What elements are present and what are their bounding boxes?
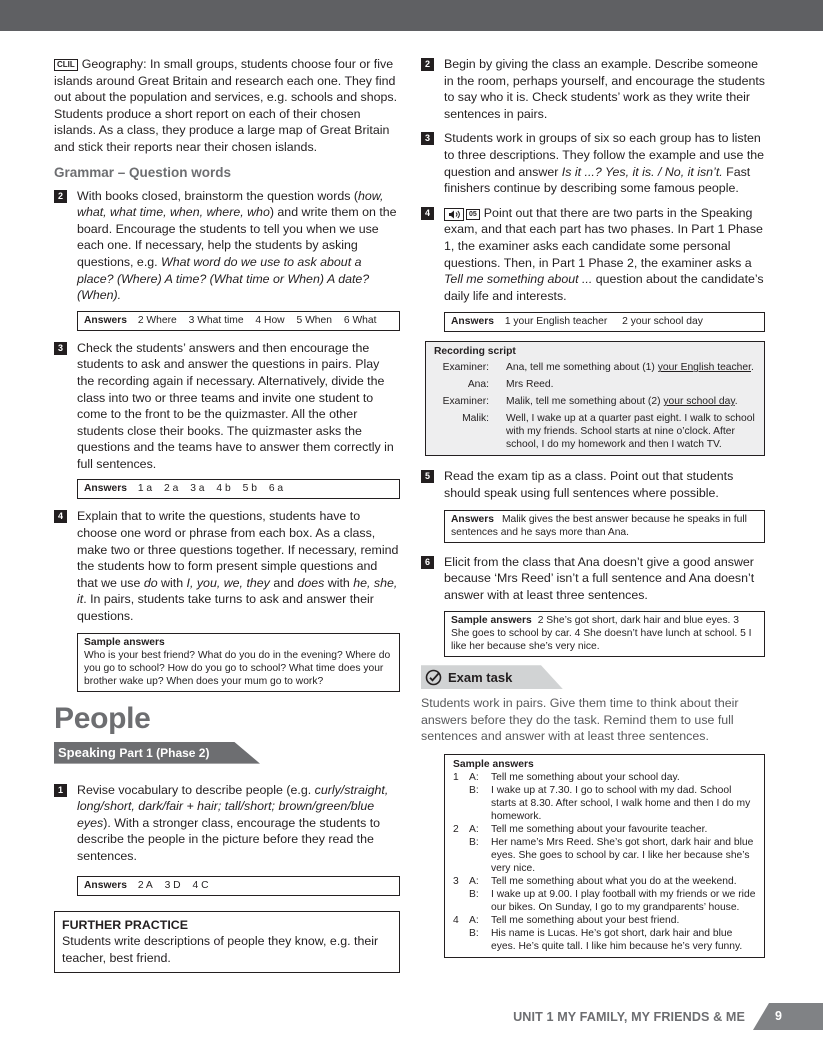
further-practice-heading: FURTHER PRACTICE [62, 917, 188, 932]
answers-box-right-step-5 [444, 510, 765, 543]
answers-box-right-step-4 [444, 312, 765, 332]
sample-answers-label: Sample answers [84, 636, 165, 648]
answer-item: 4 C [192, 879, 209, 891]
page-number: 9 [775, 1009, 782, 1023]
script-line: Ana: Mrs Reed. [467, 379, 554, 391]
script-line: Examiner: Malik, tell me something about (2) your school day. [442, 396, 738, 408]
right-step-3: 3 Students work in groups of six so each group has to listen to three descriptions. They follow the example and use the question and answer Is it ...? Yes, it is. / No, it isn’t. Fast finishers continue by describing some famous people. [421, 130, 765, 196]
recording-script-title: Recording script [434, 346, 516, 358]
page-number-tab [753, 1003, 823, 1030]
left-step-4: 4 Explain that to write the questions, students have to choose one word or phrase from each box. As a class, make two or three questions together. If necessary, remind the students how to form present simple questions and that we use do with I, you, we, they and does with he, she, it. In pairs, students take turns to ask and answer their questions. [54, 508, 400, 624]
dialogue-line: B: I wake up at 7.30. I go to school with my dad. School starts at 8.30. After school, I walk home and then I do my homework. [469, 785, 751, 823]
step-number: 4 [54, 510, 67, 523]
answers-label: Answers [84, 483, 127, 495]
sample-answers-box-step-6 [444, 611, 765, 657]
answer-item: 1 a [137, 483, 153, 495]
left-step-1: 1 Revise vocabulary to describe people (e.g. curly/straight, long/short, dark/fair + hair; tall/short; brown/green/blue eyes). With a stronger class, encourage the students to describe the people in the picture before they read the sentences. [54, 782, 400, 865]
left-column [54, 56, 400, 973]
script-line: Malik: Well, I wake up at a quarter past eight. I walk to school with my friends. School starts at nine o’clock. After school, I do my homework and then I watch TV. [462, 413, 755, 451]
sample-answers-box-step-4 [77, 633, 400, 692]
script-line: Examiner: Ana, tell me something about (1) your English teacher. [442, 362, 754, 374]
answers-text: Malik gives the best answer because he speaks in full sentences and he says more than Ana. [451, 513, 747, 538]
answer-item: 1 your English teacher [504, 316, 608, 328]
dialogue-line: 1 A: Tell me something about your school day. [453, 772, 680, 784]
answers-label: Answers [84, 314, 127, 326]
recording-script-box [425, 341, 765, 456]
sample-answers-text: Who is your best friend? What do you do in the evening? Where do you go to school? How do you go to school? What time does your brother wake up? When does your mum go to work? [84, 649, 391, 687]
answer-item: 2 your school day [622, 316, 703, 328]
left-step-2: 2 With books closed, brainstorm the question words (how, what, what time, when, where, who) and write them on the board. Encourage the students to tell you when we use each one. If necessary, help the students by asking questions, e.g. What word do we use to ask about a place? (Where) A time? (What time or When) A date? (When). [54, 188, 400, 304]
answer-item: 6 What [343, 314, 377, 326]
answer-item: 4 How [255, 314, 285, 326]
speaking-banner: Speaking Part 1 (Phase 2) [54, 742, 260, 764]
answer-item: 3 a [190, 483, 205, 495]
check-circle-icon [425, 669, 442, 686]
step-number: 2 [421, 58, 434, 71]
unit-title: UNIT 1 MY FAMILY, MY FRIENDS & ME [513, 1009, 745, 1024]
answer-item: 6 a [268, 483, 284, 495]
page-footer [513, 1003, 823, 1030]
step-number: 2 [54, 190, 67, 203]
exam-task-banner [421, 665, 563, 689]
left-step-3: 3 Check the students’ answers and then encourage the students to ask and answer the questions in pairs. Play the recording again if necessary. Alternatively, divide the class into two or three teams and invite one student to come to the front to be the quizmaster. All the other students close their books. The quizmaster asks the questions and the teams have to answer them correctly in full sentences. [54, 340, 400, 473]
dialogue-line: 2 A: Tell me something about your favourite teacher. [453, 824, 708, 836]
dialogue-line: B: Her name’s Mrs Reed. She’s got short, dark hair and blue eyes. She goes to school by car. I like her because she’s very nice. [469, 837, 754, 875]
right-step-5: 5 Read the exam tip as a class. Point out that students should speak using full sentences where possible. [421, 468, 765, 501]
answer-item: 5 When [296, 314, 332, 326]
geography-paragraph: CLIL Geography: In small groups, students choose four or five islands around Great Britain and research each one. They find out about the population and services, e.g. schools and shops. Students produce a short report on each of their chosen islands. As a class, they produce a large map of Great Britain and stick their reports near their chosen islands. [54, 57, 398, 154]
people-title: People [54, 701, 151, 735]
right-column [421, 56, 765, 958]
answers-label: Answers [84, 879, 127, 891]
step-number: 6 [421, 556, 434, 569]
exam-task-title: Exam task [448, 670, 513, 686]
step-number: 1 [54, 784, 67, 797]
answer-item: 4 b [216, 483, 231, 495]
dialogue-line: B: I wake up at 9.00. I play football with my friends or we ride our bikes. On Sunday, I go to my grandparents’ house. [469, 889, 756, 914]
grammar-heading: Grammar – Question words [54, 164, 232, 180]
right-step-2: 2 Begin by giving the class an example. Describe someone in the room, perhaps yourself, and encourage the students to say who it is. Check students’ work as they write their sentences in pairs. [421, 56, 765, 122]
sample-answers-label: Sample answers [451, 615, 532, 627]
answer-item: 3 What time [188, 314, 244, 326]
answer-item: 2 Where [137, 314, 177, 326]
further-practice-box [54, 911, 400, 974]
sample-answers-label: Sample answers [453, 759, 534, 771]
answer-item: 5 b [242, 483, 257, 495]
answer-item: 2 a [164, 483, 179, 495]
sample-answers-box-exam [444, 754, 765, 958]
answer-item: 3 D [164, 879, 181, 891]
top-bar [0, 0, 823, 31]
answer-item: 2 A [137, 879, 153, 891]
dialogue-line: 3 A: Tell me something about what you do at the weekend. [453, 876, 737, 888]
answers-label: Answers [451, 513, 494, 525]
step-number: 3 [421, 132, 434, 145]
step-number: 5 [421, 470, 434, 483]
dialogue-line: B: His name is Lucas. He’s got short, dark hair and blue eyes. He’s quite tall. I like him because he’s very funny. [469, 928, 743, 953]
step-number: 4 [421, 207, 434, 220]
clil-icon: CLIL [54, 59, 78, 71]
right-step-4: 4 05 Point out that there are two parts in the Speaking exam, and that each part has two phases. In Part 1 Phase 1, the examiner asks each candidate some personal questions. Then, in Part 1 Phase 2, the examiner asks a Tell me something about ... question about the candidate’s daily life and interests. [421, 205, 765, 305]
answers-box-step-2 [77, 311, 400, 331]
dialogue-line: 4 A: Tell me something about your best friend. [453, 915, 680, 927]
step-number: 3 [54, 342, 67, 355]
answers-box-step-3 [77, 479, 400, 499]
exam-task-text: Students work in pairs. Give them time to think about their answers before they do the task. Remind them to use full sentences and answer with at least three sentences. [421, 696, 739, 744]
track-number: 05 [466, 209, 480, 220]
right-step-6: 6 Elicit from the class that Ana doesn’t give a good answer because ‘Mrs Reed’ isn’t a full sentence and Ana doesn’t answer with at least three sentences. [421, 554, 765, 604]
audio-icon [444, 208, 480, 221]
sample-answers-text: 2 She’s got short, dark hair and blue eyes. 3 She goes to school by car. 4 She doesn’t have lunch at school. 5 I like her because she’s very nice. [451, 615, 752, 653]
further-practice-text: Students write descriptions of people they know, e.g. their teacher, best friend. [62, 934, 379, 965]
answers-label: Answers [451, 316, 494, 328]
answers-box-step-1 [77, 876, 400, 896]
